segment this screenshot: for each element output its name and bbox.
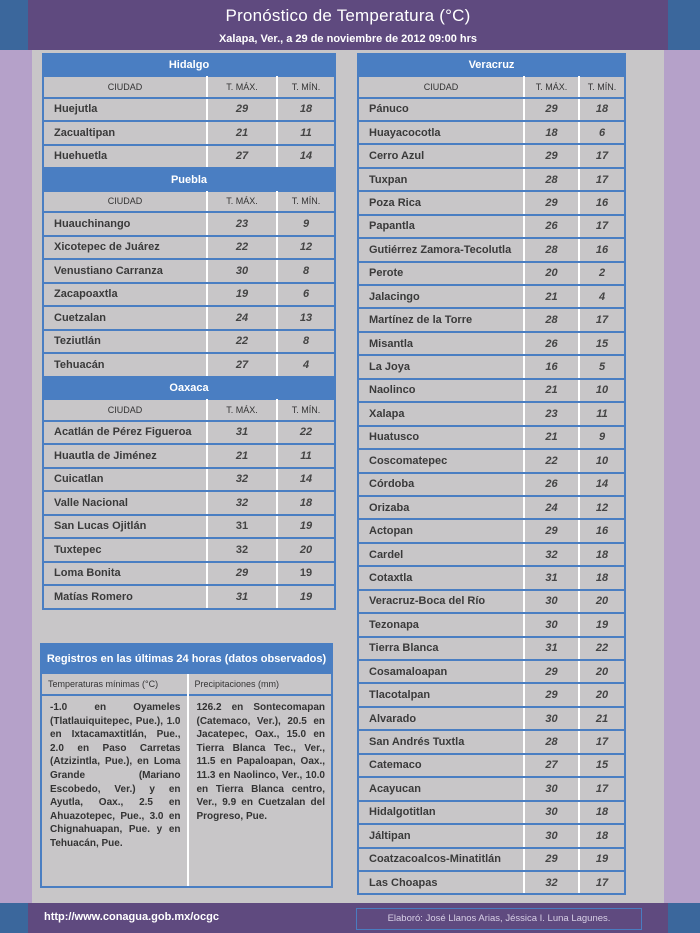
city-name: Tehuacán	[43, 353, 207, 377]
table-row	[358, 402, 625, 425]
city-name: Zacualtipan	[43, 121, 207, 145]
table-row	[358, 707, 625, 730]
min-temp: 5	[579, 355, 625, 378]
table-row	[43, 259, 335, 283]
city-name: Veracruz-Boca del Río	[358, 590, 524, 613]
table-row	[43, 444, 335, 468]
city-name: Tierra Blanca	[358, 637, 524, 660]
column-header-city: CIUDAD	[43, 191, 207, 212]
min-temp: 17	[579, 215, 625, 238]
min-temp: 12	[277, 236, 335, 260]
city-name: Orizaba	[358, 496, 524, 519]
city-name: Cerro Azul	[358, 144, 524, 167]
min-temp: 11	[277, 121, 335, 145]
city-name: Misantla	[358, 332, 524, 355]
page-footer	[28, 903, 668, 933]
table-row	[43, 306, 335, 330]
table-row	[43, 585, 335, 609]
min-temp: 11	[579, 402, 625, 425]
table-row	[358, 496, 625, 519]
precip-column	[187, 674, 332, 886]
column-header-max: T. MÁX.	[524, 77, 579, 98]
max-temp: 29	[524, 98, 579, 121]
table-row	[358, 801, 625, 824]
content-area	[32, 50, 664, 903]
max-temp: 29	[524, 660, 579, 683]
max-temp: 24	[524, 496, 579, 519]
table-row	[358, 449, 625, 472]
min-temp: 22	[277, 421, 335, 445]
observations-title: Registros en las últimas 24 horas (datos observados)	[42, 645, 331, 674]
table-row	[358, 238, 625, 261]
precip-label: Precipitaciones (mm)	[189, 674, 332, 696]
min-temp: 17	[579, 168, 625, 191]
min-temp: 18	[277, 98, 335, 122]
min-temp: 10	[579, 379, 625, 402]
table-row	[358, 121, 625, 144]
city-name: Huayacocotla	[358, 121, 524, 144]
corner-block-top-left	[0, 0, 28, 50]
min-temp: 19	[277, 585, 335, 609]
max-temp: 29	[524, 191, 579, 214]
table-row	[358, 566, 625, 589]
precip-text: 126.2 en Sontecomapan (Catemaco, Ver.), 20.5 en Jacatepec, Oax., 15.0 en Tierra Blanca Tec., Ver., 11.5 en Papaloapan, Oax., 11.3 en Naolinco, Ver., 10.0 en Tierra Blanca centro, Ver., 9.9 en Cuetzalan del Progreso, Pue.	[196, 702, 325, 822]
table-row	[43, 236, 335, 260]
max-temp: 26	[524, 473, 579, 496]
max-temp: 32	[524, 543, 579, 566]
max-temp: 31	[207, 585, 277, 609]
min-temp: 19	[579, 613, 625, 636]
min-temp: 16	[579, 519, 625, 542]
table-row	[43, 353, 335, 377]
max-temp: 21	[524, 285, 579, 308]
min-temp: 6	[579, 121, 625, 144]
max-temp: 21	[207, 121, 277, 145]
city-name: Matías Romero	[43, 585, 207, 609]
min-temp: 18	[579, 824, 625, 847]
min-temp: 4	[277, 353, 335, 377]
table-row	[43, 562, 335, 586]
min-temp: 19	[579, 848, 625, 871]
min-temp: 15	[579, 332, 625, 355]
city-name: Actopan	[358, 519, 524, 542]
corner-block-bottom-right	[668, 903, 700, 933]
city-name: Tezonapa	[358, 613, 524, 636]
forecast-table-veracruz	[357, 53, 626, 895]
table-row	[358, 730, 625, 753]
min-temp: 14	[277, 468, 335, 492]
city-name: Tuxtepec	[43, 538, 207, 562]
table-row	[358, 332, 625, 355]
city-name: Naolinco	[358, 379, 524, 402]
page-subtitle: Xalapa, Ver., a 29 de noviembre de 2012 09:00 hrs	[218, 33, 478, 45]
city-name: Pánuco	[358, 98, 524, 121]
city-name: Valle Nacional	[43, 491, 207, 515]
column-header-min: T. MÍN.	[277, 400, 335, 421]
table-row	[358, 660, 625, 683]
table-row	[358, 848, 625, 871]
corner-block-bottom-left	[0, 903, 28, 933]
min-temp: 19	[277, 562, 335, 586]
table-row	[43, 98, 335, 122]
max-temp: 21	[524, 379, 579, 402]
left-table-body	[43, 54, 335, 609]
table-row	[43, 491, 335, 515]
min-temp: 18	[579, 543, 625, 566]
table-row	[358, 191, 625, 214]
min-temp: 18	[277, 491, 335, 515]
max-temp: 22	[524, 449, 579, 472]
min-temp: 9	[277, 212, 335, 236]
min-temps-text: -1.0 en Oyameles (Tlatlauiquitepec, Pue.), 1.0 en Ixtacamaxtitlán, Pue., 2.0 en Paso Carretas (Atzizintla, Pue.), en Loma Grande (Mariano Escobedo, Ver.) y en Ayutla, Oax., 2.5 en Ahuazotepec, Pue., 3.0 en Chignahuapan, Pue. y en Tehuacán, Pue.	[50, 702, 181, 849]
city-name: Xicotepec de Juárez	[43, 236, 207, 260]
table-row	[43, 145, 335, 169]
min-temp: 17	[579, 730, 625, 753]
table-row	[358, 683, 625, 706]
min-temp: 14	[579, 473, 625, 496]
max-temp: 29	[207, 562, 277, 586]
max-temp: 20	[524, 262, 579, 285]
max-temp: 22	[207, 236, 277, 260]
min-temp: 20	[579, 660, 625, 683]
max-temp: 32	[207, 468, 277, 492]
max-temp: 24	[207, 306, 277, 330]
city-name: Huautla de Jiménez	[43, 444, 207, 468]
max-temp: 29	[524, 848, 579, 871]
min-temp: 18	[579, 566, 625, 589]
city-name: Las Choapas	[358, 871, 524, 894]
credits-box: Elaboró: José Llanos Arias, Jéssica I. Luna Lagunes.	[356, 908, 642, 930]
city-name: Huejutla	[43, 98, 207, 122]
right-table-body	[358, 54, 625, 895]
max-temp: 32	[524, 871, 579, 894]
forecast-table-left	[42, 53, 336, 610]
max-temp: 27	[524, 754, 579, 777]
min-temp: 8	[277, 259, 335, 283]
min-temp: 13	[277, 306, 335, 330]
table-row	[43, 212, 335, 236]
table-row	[358, 262, 625, 285]
city-name: Hidalgotitlan	[358, 801, 524, 824]
city-name: Papantla	[358, 215, 524, 238]
table-row	[358, 98, 625, 121]
website-link[interactable]: http://www.conagua.gob.mx/ocgc	[44, 911, 219, 923]
city-name: Tuxpan	[358, 168, 524, 191]
observations-panel	[40, 643, 333, 888]
min-temp: 11	[277, 444, 335, 468]
max-temp: 30	[524, 824, 579, 847]
city-name: Teziutlán	[43, 330, 207, 354]
city-name: Huatusco	[358, 426, 524, 449]
max-temp: 23	[207, 212, 277, 236]
table-row	[43, 330, 335, 354]
max-temp: 30	[524, 707, 579, 730]
corner-block-top-right	[668, 0, 700, 50]
city-name: Gutiérrez Zamora-Tecolutla	[358, 238, 524, 261]
max-temp: 29	[524, 519, 579, 542]
min-temp: 17	[579, 777, 625, 800]
max-temp: 28	[524, 308, 579, 331]
table-row	[358, 308, 625, 331]
min-temp: 17	[579, 308, 625, 331]
table-row	[43, 121, 335, 145]
max-temp: 19	[207, 283, 277, 307]
state-header-hidalgo: Hidalgo	[43, 54, 335, 77]
min-temps-column	[42, 674, 187, 886]
max-temp: 30	[524, 613, 579, 636]
min-temp: 9	[579, 426, 625, 449]
table-row	[358, 355, 625, 378]
state-header-oaxaca: Oaxaca	[43, 377, 335, 400]
city-name: San Lucas Ojitlán	[43, 515, 207, 539]
city-name: Acatlán de Pérez Figueroa	[43, 421, 207, 445]
min-temp: 20	[277, 538, 335, 562]
city-name: Acayucan	[358, 777, 524, 800]
city-name: Huauchinango	[43, 212, 207, 236]
city-name: Huehuetla	[43, 145, 207, 169]
city-name: Cotaxtla	[358, 566, 524, 589]
city-name: Venustiano Carranza	[43, 259, 207, 283]
city-name: Cuicatlan	[43, 468, 207, 492]
min-temp: 19	[277, 515, 335, 539]
city-name: Coatzacoalcos-Minatitlán	[358, 848, 524, 871]
state-header-veracruz: Veracruz	[358, 54, 625, 77]
min-temp: 17	[579, 144, 625, 167]
city-name: La Joya	[358, 355, 524, 378]
max-temp: 28	[524, 238, 579, 261]
max-temp: 22	[207, 330, 277, 354]
city-name: Jalacingo	[358, 285, 524, 308]
city-name: Alvarado	[358, 707, 524, 730]
min-temp: 18	[579, 801, 625, 824]
column-header-max: T. MÁX.	[207, 400, 277, 421]
city-name: Xalapa	[358, 402, 524, 425]
max-temp: 30	[524, 777, 579, 800]
max-temp: 29	[524, 683, 579, 706]
max-temp: 31	[207, 421, 277, 445]
column-header-city: CIUDAD	[43, 400, 207, 421]
min-temp: 2	[579, 262, 625, 285]
max-temp: 29	[524, 144, 579, 167]
max-temp: 28	[524, 168, 579, 191]
column-header-min: T. MÍN.	[277, 77, 335, 98]
table-row	[358, 637, 625, 660]
max-temp: 27	[207, 353, 277, 377]
max-temp: 32	[207, 491, 277, 515]
table-row	[358, 824, 625, 847]
min-temp: 20	[579, 683, 625, 706]
min-temp: 15	[579, 754, 625, 777]
column-header-city: CIUDAD	[43, 77, 207, 98]
table-row	[358, 168, 625, 191]
min-temp: 8	[277, 330, 335, 354]
column-header-max: T. MÁX.	[207, 191, 277, 212]
city-name: Cosamaloapan	[358, 660, 524, 683]
min-temp: 4	[579, 285, 625, 308]
min-temp: 21	[579, 707, 625, 730]
max-temp: 31	[524, 637, 579, 660]
max-temp: 30	[524, 801, 579, 824]
table-row	[358, 519, 625, 542]
max-temp: 32	[207, 538, 277, 562]
max-temp: 30	[207, 259, 277, 283]
column-header-max: T. MÁX.	[207, 77, 277, 98]
min-temp: 12	[579, 496, 625, 519]
table-row	[358, 379, 625, 402]
max-temp: 21	[524, 426, 579, 449]
max-temp: 21	[207, 444, 277, 468]
table-row	[43, 421, 335, 445]
min-temp: 20	[579, 590, 625, 613]
min-temp: 10	[579, 449, 625, 472]
min-temp: 18	[579, 98, 625, 121]
city-name: Catemaco	[358, 754, 524, 777]
city-name: Perote	[358, 262, 524, 285]
city-name: Poza Rica	[358, 191, 524, 214]
max-temp: 27	[207, 145, 277, 169]
city-name: Córdoba	[358, 473, 524, 496]
table-row	[358, 871, 625, 894]
table-row	[43, 538, 335, 562]
table-row	[43, 468, 335, 492]
max-temp: 18	[524, 121, 579, 144]
min-temp: 14	[277, 145, 335, 169]
max-temp: 28	[524, 730, 579, 753]
min-temp: 16	[579, 238, 625, 261]
table-row	[358, 215, 625, 238]
city-name: San Andrés Tuxtla	[358, 730, 524, 753]
max-temp: 31	[524, 566, 579, 589]
max-temp: 30	[524, 590, 579, 613]
table-row	[43, 515, 335, 539]
table-row	[358, 543, 625, 566]
city-name: Coscomatepec	[358, 449, 524, 472]
max-temp: 23	[524, 402, 579, 425]
max-temp: 29	[207, 98, 277, 122]
min-temp: 17	[579, 871, 625, 894]
max-temp: 16	[524, 355, 579, 378]
table-row	[358, 613, 625, 636]
city-name: Martínez de la Torre	[358, 308, 524, 331]
min-temps-label: Temperaturas mínimas (°C)	[42, 674, 187, 696]
column-header-city: CIUDAD	[358, 77, 524, 98]
table-row	[358, 473, 625, 496]
city-name: Cardel	[358, 543, 524, 566]
min-temp: 16	[579, 191, 625, 214]
column-header-min: T. MÍN.	[579, 77, 625, 98]
column-header-min: T. MÍN.	[277, 191, 335, 212]
city-name: Tlacotalpan	[358, 683, 524, 706]
city-name: Cuetzalan	[43, 306, 207, 330]
page-header	[28, 0, 668, 50]
max-temp: 26	[524, 332, 579, 355]
table-row	[358, 426, 625, 449]
max-temp: 31	[207, 515, 277, 539]
min-temp: 22	[579, 637, 625, 660]
max-temp: 26	[524, 215, 579, 238]
table-row	[43, 283, 335, 307]
table-row	[358, 590, 625, 613]
table-row	[358, 144, 625, 167]
city-name: Loma Bonita	[43, 562, 207, 586]
table-row	[358, 754, 625, 777]
page-title: Pronóstico de Temperatura (°C)	[225, 6, 471, 25]
state-header-puebla: Puebla	[43, 168, 335, 191]
city-name: Jáltipan	[358, 824, 524, 847]
min-temp: 6	[277, 283, 335, 307]
table-row	[358, 285, 625, 308]
table-row	[358, 777, 625, 800]
city-name: Zacapoaxtla	[43, 283, 207, 307]
